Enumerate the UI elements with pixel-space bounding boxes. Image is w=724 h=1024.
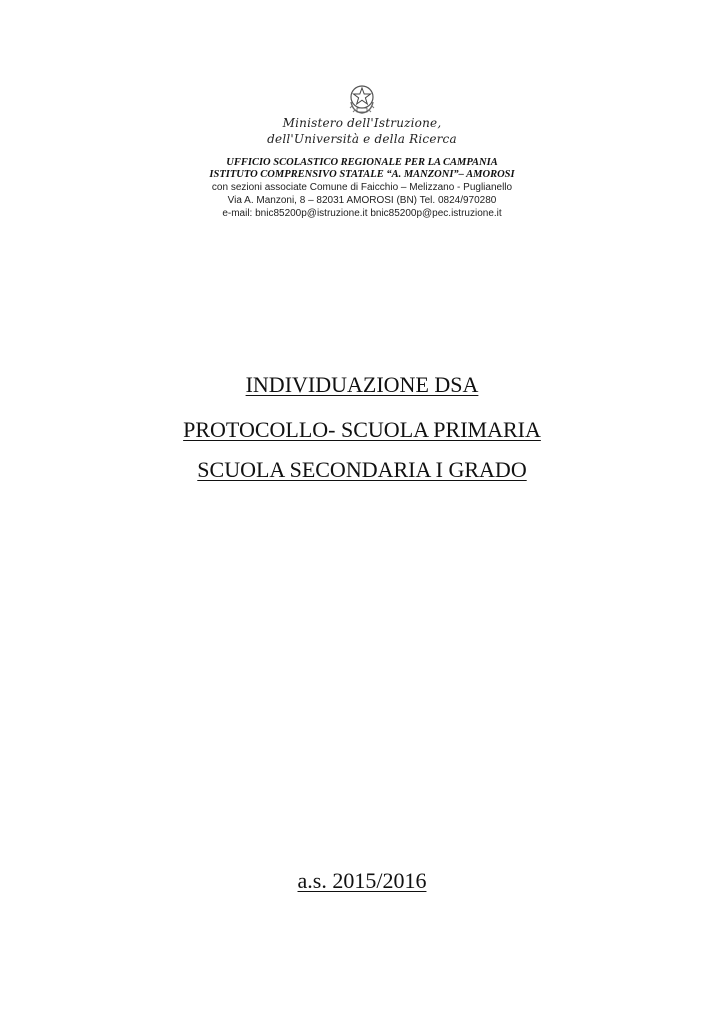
document-title-line3 <box>0 457 724 483</box>
title-line1-text: INDIVIDUAZIONE DSA <box>245 372 479 397</box>
title-line3-text: SCUOLA SECONDARIA I GRADO <box>197 457 527 482</box>
italian-republic-emblem-icon <box>347 82 377 116</box>
document-title-line2 <box>0 417 724 443</box>
associated-sections: con sezioni associate Comune di Faicchio – Melizzano - Puglianello <box>211 182 513 193</box>
school-email: e-mail: bnic85200p@istruzione.it bnic85200p@pec.istruzione.it <box>222 208 502 219</box>
regional-office: UFFICIO SCOLASTICO REGIONALE PER LA CAMPANIA <box>226 157 498 168</box>
school-name: ISTITUTO COMPRENSIVO STATALE “A. MANZONI”– AMOROSI <box>209 169 515 180</box>
title-line2-text: PROTOCOLLO- SCUOLA PRIMARIA <box>183 417 541 442</box>
ministry-name-line1: Ministero dell'Istruzione, <box>282 116 442 130</box>
school-year <box>0 868 724 894</box>
school-year-text: a.s. 2015/2016 <box>297 868 427 893</box>
document-title-line1 <box>0 372 724 398</box>
school-address: Via A. Manzoni, 8 – 82031 AMOROSI (BN) Tel. 0824/970280 <box>227 195 497 206</box>
ministry-name-line2: dell'Università e della Ricerca <box>267 132 457 146</box>
